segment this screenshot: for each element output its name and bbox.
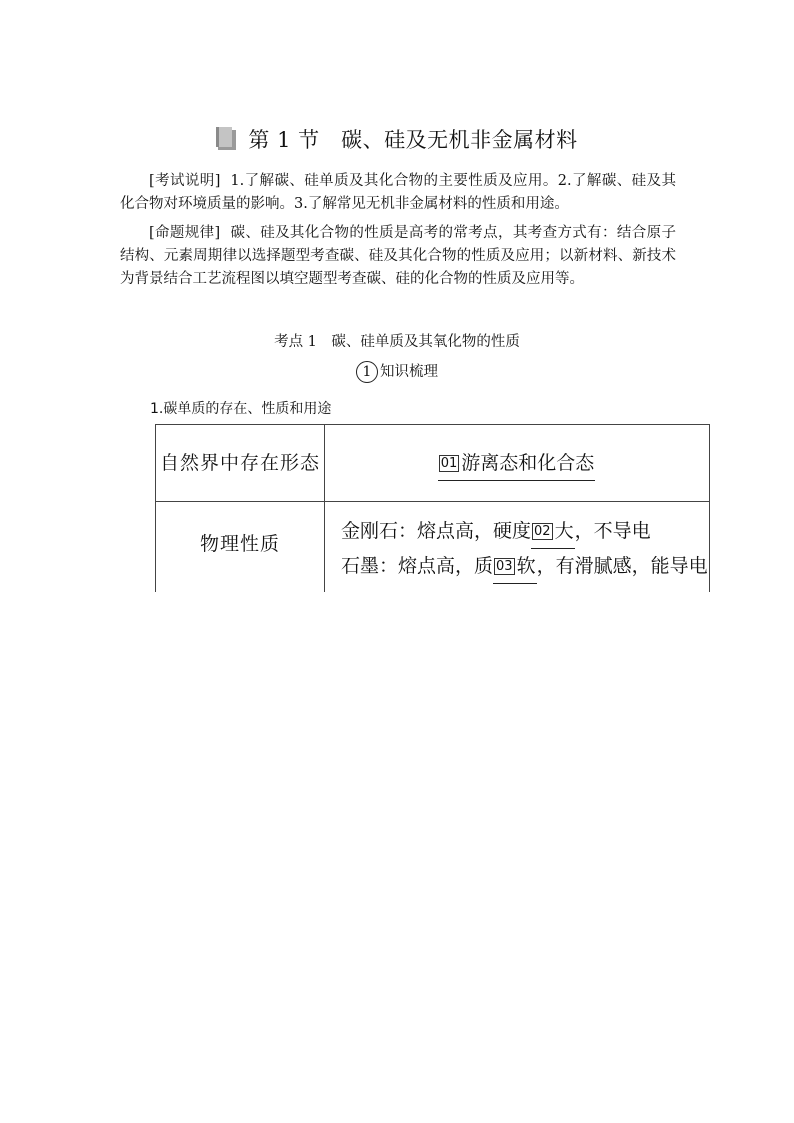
answer-text: 游离态和化合态 (461, 451, 595, 474)
knowledge-badge (0, 360, 794, 383)
blank-number: 02 (534, 524, 551, 539)
answer-blank (438, 446, 596, 481)
table-value-cell (325, 425, 710, 502)
circled-number-icon: 1 (356, 361, 378, 383)
pattern-note-tag: [命题规律] (149, 225, 221, 241)
section-title: 考点 1 碳、硅单质及其氧化物的性质 (274, 334, 520, 350)
table-row (156, 502, 710, 593)
graphite-text-end: ，有滑腻感，能导电 (536, 555, 708, 577)
exam-note-tag: [考试说明] (149, 173, 221, 189)
title-block (0, 124, 794, 155)
carbon-table (155, 424, 710, 592)
table-label-cell: 自然界中存在形态 (156, 425, 325, 502)
diamond-text: 金刚石：熔点高，硬度 (341, 520, 532, 542)
graphite-line (341, 549, 708, 584)
book-icon (216, 127, 238, 151)
pattern-note-text: 碳、硅及其化合物的性质是高考的常考点，其考查方式有：结合原子结构、元素周期律以选择题型考查碳、硅及其化合物的性质及应用；以新材料、新技术为背景结合工艺流程图以填空题型考查碳、硅的化合物的性质及应用等。 (120, 225, 676, 287)
answer-text: 大 (554, 520, 574, 542)
table-row (156, 425, 710, 502)
exam-note (120, 170, 676, 216)
badge-text: 知识梳理 (380, 364, 438, 380)
answer-text: 软 (516, 555, 536, 577)
answer-blank (531, 514, 575, 549)
diamond-line (341, 514, 708, 549)
answer-blank (493, 549, 537, 584)
page-title (216, 124, 577, 154)
blank-number: 03 (496, 559, 513, 574)
pattern-note (120, 222, 676, 291)
blank-number: 01 (440, 455, 458, 471)
sub-heading: 1.碳单质的存在、性质和用途 (150, 401, 332, 417)
exam-note-text: 1.了解碳、硅单质及其化合物的主要性质及应用。2.了解碳、硅及其化合物对环境质量的影响。3.了解常见无机非金属材料的性质和用途。 (120, 173, 676, 212)
table-label-cell: 物理性质 (156, 502, 325, 593)
table-value-cell (325, 502, 710, 593)
diamond-text-end: ，不导电 (574, 520, 651, 542)
page-title-text: 第 1 节 碳、硅及无机非金属材料 (248, 128, 578, 152)
graphite-text: 石墨：熔点高，质 (341, 555, 494, 577)
